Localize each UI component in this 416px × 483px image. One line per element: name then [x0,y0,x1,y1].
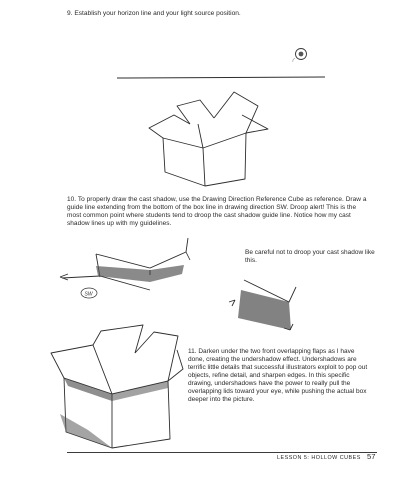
horizon-line [117,77,325,78]
droop-warning-note: Be careful not to droop your cast shadow like this. [245,249,375,264]
sw-direction-tag [81,288,97,298]
drooped-shadow-example [229,280,296,330]
step-10-text: 10. To properly draw the cast shadow, use the Drawing Direction Reference Cube as reference. Draw a guide line extending from the bottom of the box line in drawing direction SW. Droop alert! This is the most common point where students tend to droop the cast shadow guide line. Notice how my cast shadow lines up with my guidelines. [67,196,367,227]
undershadow-box-drawing [51,325,183,448]
cast-shadow-example [60,238,190,290]
open-box-drawing [149,92,268,186]
footer-divider [67,452,377,453]
step-9-text: 9. Establish your horizon line and your light source position. [67,10,241,17]
step-11-text: 11. Darken under the two front overlapping flaps as I have done, creating the undershadow effect. Undershadows are terrific little details that successful illustrators exploit to pop out objects, refine detail, and sharpen edges. In this specific drawing, undershadows have the power to really pull the overlapping lids toward your eye, while pushing the actual box deeper into the picture. [188,348,368,403]
light-source-icon [293,49,307,63]
sw-tag-label: SW [84,291,93,298]
footer-lesson-label: LESSON 5: HOLLOW CUBES [277,455,361,461]
page-number: 57 [367,452,376,461]
